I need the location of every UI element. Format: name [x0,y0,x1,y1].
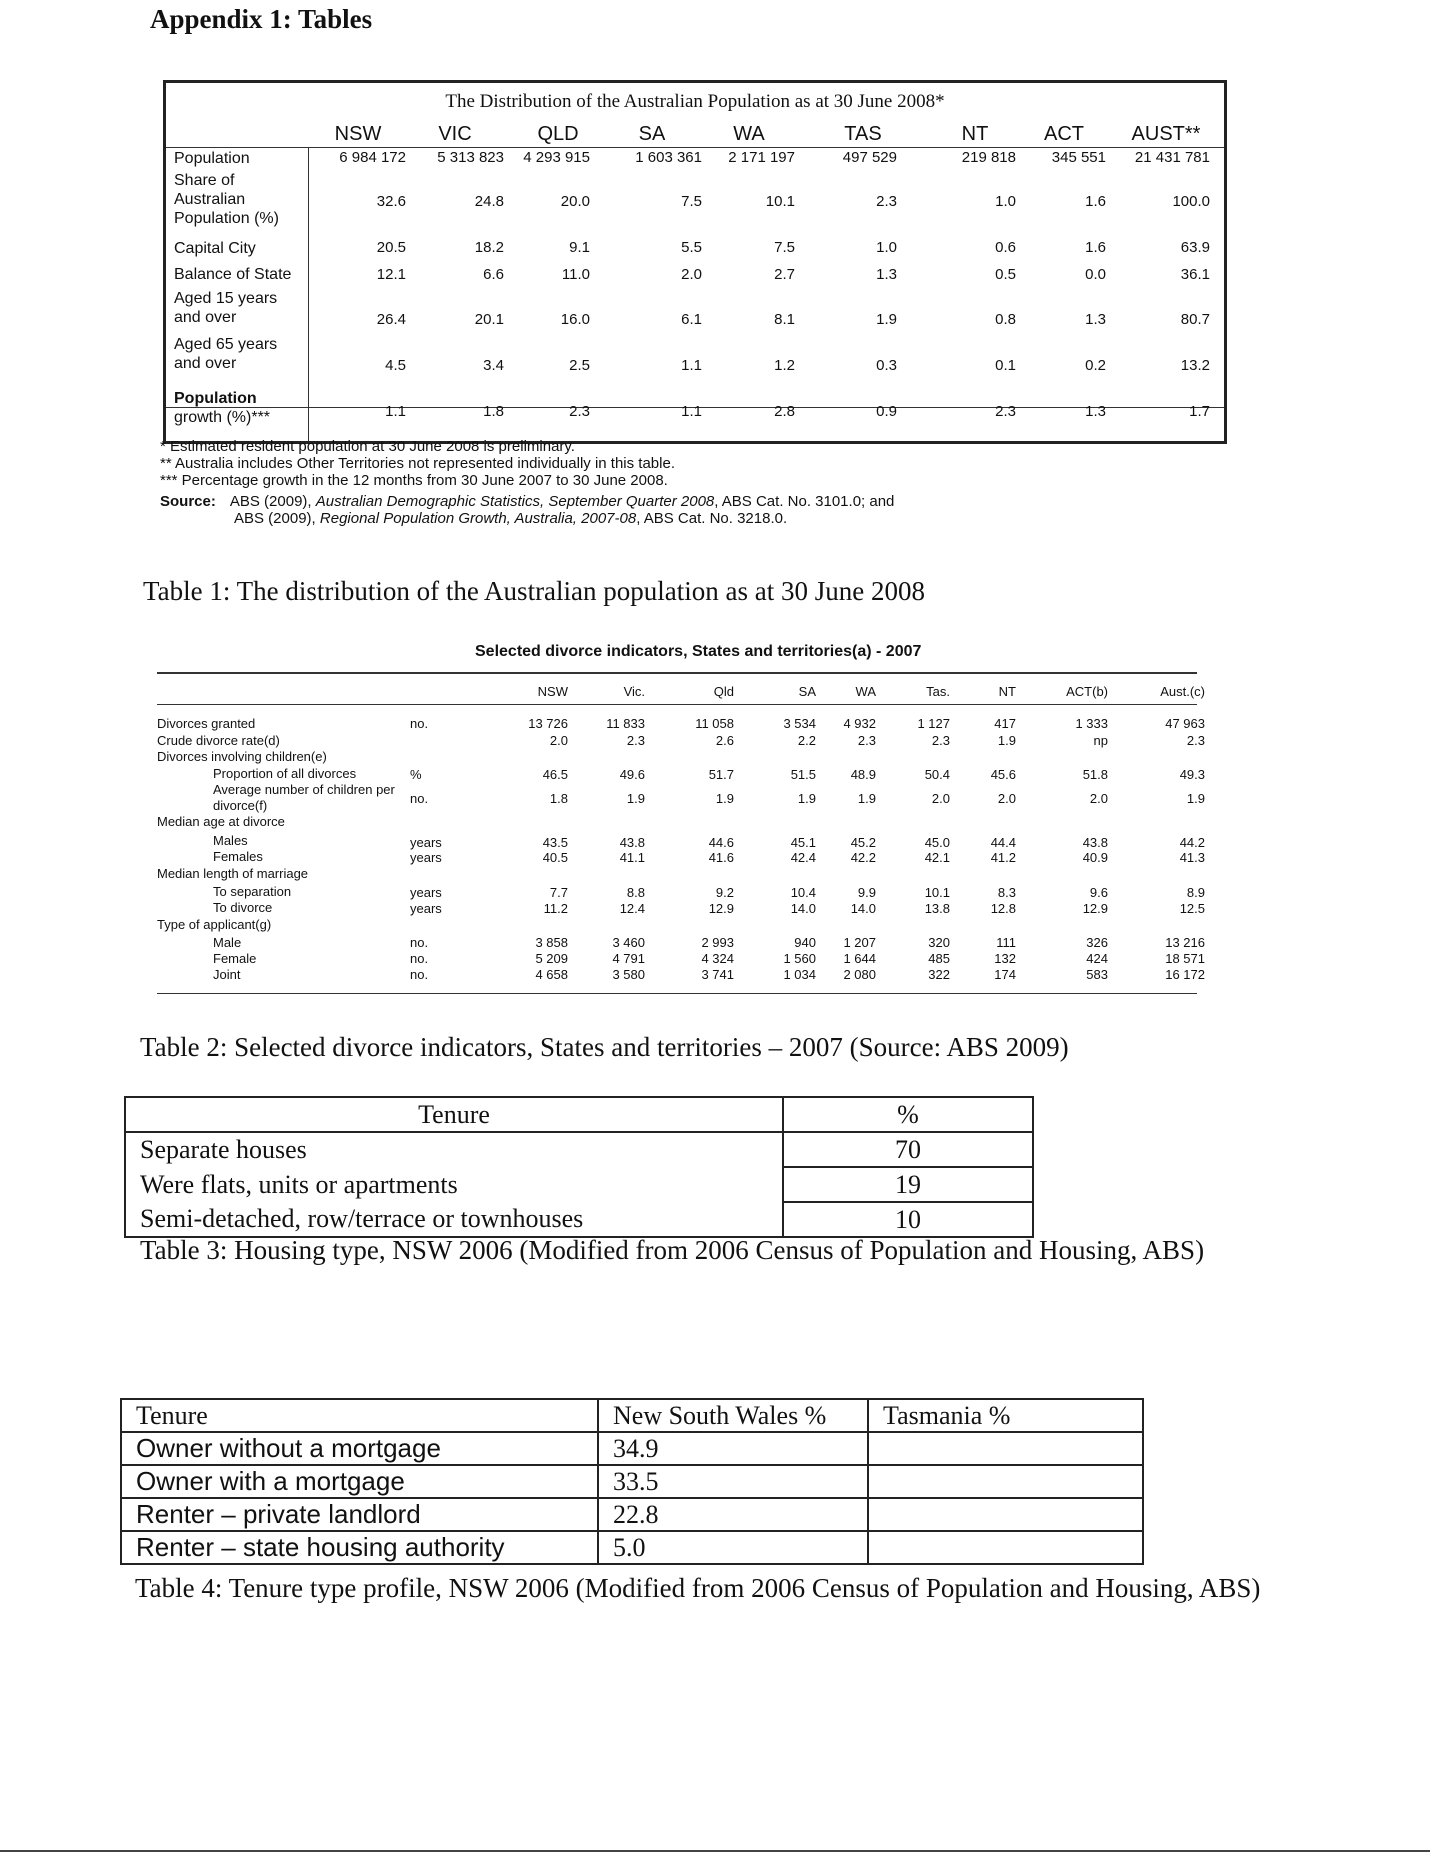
table2-cell: 583 [1086,967,1108,982]
table1-cell: 2.3 [876,193,897,210]
table2-cell: 1 034 [783,967,816,982]
table4-tasmania-cell[interactable] [868,1498,1143,1531]
table2-cell: 174 [994,967,1016,982]
table1-cell: 1.3 [876,266,897,283]
table1-row-label [174,149,250,168]
table1-cell: 345 551 [1051,149,1106,166]
table1-column-header: NT [961,123,989,145]
table4-caption: Table 4: Tenure type profile, NSW 2006 (Modified from 2006 Census of Population and Housing, ABS) [135,1573,1261,1603]
table1-cell: 1.3 [1085,403,1106,420]
table3-tenure-cell: Separate houses [125,1132,783,1167]
table2-column-header: ACT(b) [1066,684,1108,699]
table1-row-label-line: and over [174,309,237,326]
table2-cell: 2.0 [997,791,1016,806]
table1-cell: 2.3 [569,403,590,420]
table2-row-label: Divorces granted [157,716,256,731]
table2-cell: 1.9 [715,791,734,806]
table2-cell: 47 963 [1165,716,1205,731]
table1-cell: 2.3 [995,403,1016,420]
table1-cell: 5.5 [681,239,702,256]
table4-header-tenure: Tenure [121,1399,598,1432]
table-row [121,1465,1143,1498]
table1-cell: 4 293 915 [523,149,590,166]
table1-cell: 24.8 [474,193,504,210]
table1-row-label-line: Capital City [174,240,256,257]
table1-cell: 1.6 [1085,239,1106,256]
table1-row-label-line: Population [174,390,257,407]
table1-cell: 10.1 [765,193,795,210]
table2-cell: 51.5 [790,767,816,782]
table2-row-label: Type of applicant(g) [157,917,272,932]
table1-cell: 16.0 [560,311,590,328]
table2-cell: 12.9 [1082,901,1108,916]
table2-cell: 42.4 [790,850,816,865]
table2-cell: 11.2 [543,901,568,916]
table4-tenure-cell: Owner without a mortgage [121,1432,598,1465]
table1-row-label-line: Population [174,150,250,167]
population-distribution-table [163,80,1227,444]
table2-row-label: Males [213,833,248,848]
table2-cell: 322 [928,967,950,982]
table1-cell: 4.5 [385,357,406,374]
table1-source-line [234,510,787,527]
table1-cell: 1.0 [876,239,897,256]
table2-cell: 45.2 [850,835,876,850]
table3-header-row [125,1097,1033,1132]
table1-cell: 2.8 [774,403,795,420]
table2-cell: 1.9 [857,791,876,806]
table1-cell: 2.0 [681,266,702,283]
table1-cell: 1.8 [483,403,504,420]
table1-cell: 36.1 [1180,266,1210,283]
table2-cell: 326 [1086,935,1108,950]
table2-caption: Table 2: Selected divorce indicators, States and territories – 2007 (Source: ABS 2009) [140,1032,1069,1062]
table2-cell: 12.8 [990,901,1016,916]
table2-cell: 111 [996,935,1016,950]
table2-cell: 44.6 [708,835,734,850]
table4-tasmania-cell[interactable] [868,1531,1143,1564]
table4-tasmania-cell[interactable] [868,1432,1143,1465]
table1-cell: 2.7 [774,266,795,283]
table2-row-label: Females [213,849,263,864]
table2-cell: 4 932 [843,716,876,731]
table2-cell: 2.0 [931,791,950,806]
table2-cell: 43.8 [1082,835,1108,850]
table2-cell: 424 [1086,951,1108,966]
table2-cell: 1.9 [1186,791,1205,806]
table2-row-label: Median length of marriage [157,866,309,881]
table1-row-label [174,289,277,327]
table2-cell: 45.1 [790,835,816,850]
table2-cell: 940 [794,935,816,950]
table1-cell: 1.1 [681,357,702,374]
table2-column-header: NT [998,684,1016,699]
table1-row-label-line: Australian [174,191,246,208]
table1-cell: 8.1 [774,311,795,328]
table1-column-header: VIC [438,123,472,145]
table2-unit: no. [410,716,429,731]
table1-cell: 20.0 [560,193,590,210]
table4-nsw-cell: 33.5 [598,1465,868,1498]
table2-cell: 1.9 [626,791,645,806]
table1-cell: 219 818 [961,149,1016,166]
table1-column-header: SA [638,123,666,145]
table2-cell: 9.2 [715,885,734,900]
housing-type-table [124,1096,1034,1238]
table2-cell: 4 791 [612,951,645,966]
table2-cell: 11 058 [695,716,734,731]
table4-header-tasmania: Tasmania % [868,1399,1143,1432]
table2-cell: 50.4 [924,767,950,782]
table3-caption: Table 3: Housing type, NSW 2006 (Modified from 2006 Census of Population and Housing, ABS) [140,1235,1205,1265]
table2-row-label: Average number of children per [213,782,395,797]
table1-cell: 0.6 [995,239,1016,256]
table1-cell: 5 313 823 [437,149,504,166]
table1-cell: 3.4 [483,357,504,374]
table1-row-label [174,239,256,258]
table1-row-label-line: and over [174,355,237,372]
table2-cell: 40.5 [542,850,568,865]
table2-row-label: Female [213,951,257,966]
table1-cell: 1.3 [1085,311,1106,328]
table2-cell: 2 080 [843,967,876,982]
table2-cell: 13.8 [924,901,950,916]
table2-cell: 2.0 [549,733,568,748]
table2-cell: 46.5 [542,767,568,782]
source-text: ABS (2009), [229,493,316,510]
table1-row-label-line: Share of [174,172,235,189]
table1-cell: 32.6 [376,193,406,210]
table2-cell: 1 127 [917,716,950,731]
table1-cell: 1.0 [995,193,1016,210]
table4-tenure-cell: Renter – state housing authority [121,1531,598,1564]
table2-row-label: To separation [213,884,292,899]
table1-cell: 63.9 [1180,239,1210,256]
table2-column-header: Vic. [623,684,645,699]
table1-cell: 26.4 [376,311,406,328]
table3-tenure-cell: Semi-detached, row/terrace or townhouses [125,1202,783,1237]
table2-cell: 41.3 [1179,850,1205,865]
table1-cell: 2 171 197 [728,149,795,166]
table1-cell: 80.7 [1180,311,1210,328]
table2-unit: years [410,850,442,865]
table2-row-label: To divorce [213,900,273,915]
table2-cell: 2.0 [1089,791,1108,806]
table2-row-label: Proportion of all divorces [213,766,357,781]
table1-cell: 20.5 [376,239,406,256]
table2-cell: np [1093,733,1108,748]
table2-cell: 3 580 [612,967,645,982]
table2-cell: 1.8 [549,791,568,806]
table1-cell: 7.5 [681,193,702,210]
table1-cell: 0.0 [1085,266,1106,283]
table1-column-header: QLD [537,123,579,145]
table2-row-label: divorce(f) [213,798,268,813]
table2-cell: 7.7 [549,885,568,900]
table2-row-label: Median age at divorce [157,814,285,829]
table2-cell: 13 216 [1165,935,1205,950]
table-row [125,1132,1033,1167]
table1-cell: 497 529 [842,149,897,166]
table2-cell: 18 571 [1165,951,1205,966]
table2-unit: years [410,835,442,850]
table2-bottom-rule [157,993,1197,994]
table2-column-header: SA [798,684,816,699]
table2-unit: years [410,885,442,900]
table2-unit: no. [410,951,429,966]
table2-cell: 5 209 [535,951,568,966]
table2-cell: 8.9 [1186,885,1205,900]
source-label: Source: [160,493,216,510]
table2-cell: 4 658 [535,967,568,982]
table2-cell: 42.1 [924,850,950,865]
table1-cell: 13.2 [1180,357,1210,374]
table1-cell: 1.1 [681,403,702,420]
table1-source-line [160,493,894,510]
source-title: Australian Demographic Statistics, September Quarter 2008 [315,493,715,510]
table2-cell: 10.1 [924,885,950,900]
source-text: , ABS Cat. No. 3101.0; and [714,493,895,510]
table1-cell: 1.7 [1189,403,1210,420]
table2-cell: 2.6 [715,733,734,748]
table2-cell: 10.4 [790,885,816,900]
table2-cell: 44.4 [990,835,1016,850]
table2-cell: 3 741 [701,967,734,982]
table1-cell: 6.6 [483,266,504,283]
table1-row-label [174,335,277,373]
table1-row-label-line: Balance of State [174,266,292,283]
table2-cell: 9.6 [1089,885,1108,900]
table2-cell: 485 [928,951,950,966]
table1-cell: 1.6 [1085,193,1106,210]
table4-nsw-cell: 34.9 [598,1432,868,1465]
table2-cell: 1.9 [997,733,1016,748]
table4-tasmania-cell[interactable] [868,1465,1143,1498]
table2-cell: 2.3 [931,733,950,748]
table4-nsw-cell: 5.0 [598,1531,868,1564]
table1-cell: 6 984 172 [339,149,406,166]
table4-nsw-cell: 22.8 [598,1498,868,1531]
table2-unit: no. [410,967,429,982]
table2-column-header: Qld [713,684,734,699]
table1-cell: 9.1 [569,239,590,256]
table1-cell: 0.3 [876,357,897,374]
table2-cell: 12.4 [619,901,645,916]
table1-cell: 0.1 [995,357,1016,374]
table1-cell: 0.2 [1085,357,1106,374]
table3-tenure-cell: Were flats, units or apartments [125,1167,783,1202]
table2-column-header: WA [855,684,876,699]
table1-row-label-line: Population (%) [174,210,279,227]
table1-cell: 7.5 [774,239,795,256]
table1-column-header: AUST** [1131,123,1201,145]
table3-percent-cell: 70 [783,1132,1033,1167]
table1-row-label-line: growth (%)*** [174,409,271,426]
table2-cell: 1 207 [843,935,876,950]
table4-tenure-cell: Owner with a mortgage [121,1465,598,1498]
table1-column-header: ACT [1044,123,1084,145]
table2-cell: 40.9 [1082,850,1108,865]
table2-cell: 1 333 [1075,716,1108,731]
table2-cell: 132 [994,951,1016,966]
table2-cell: 3 534 [783,716,816,731]
table2-cell: 14.0 [790,901,816,916]
table-row [121,1531,1143,1564]
table2-row-label: Divorces involving children(e) [157,749,327,764]
table1-cell: 1.9 [876,311,897,328]
table2-row-label: Crude divorce rate(d) [157,733,280,748]
table2-cell: 2.3 [857,733,876,748]
table2-title: Selected divorce indicators, States and territories(a) - 2007 [475,643,922,660]
table1-column-header: NSW [334,123,382,145]
table2-cell: 51.7 [708,767,734,782]
table2-cell: 2.3 [626,733,645,748]
table2-cell: 41.6 [708,850,734,865]
table1-row-label [174,265,291,284]
table1-cell: 21 431 781 [1134,149,1210,166]
table2-cell: 4 324 [701,951,734,966]
table-row [121,1432,1143,1465]
table2-column-header: Tas. [926,684,950,699]
table2-cell: 320 [928,935,950,950]
table1-cell: 11.0 [561,266,590,283]
table2-cell: 1 644 [843,951,876,966]
table1-cell: 0.8 [995,311,1016,328]
table2-cell: 14.0 [850,901,876,916]
table2-cell: 2.2 [797,733,816,748]
table4-header-nsw: New South Wales % [598,1399,868,1432]
table2-top-rule [157,672,1197,674]
table2-cell: 8.3 [997,885,1016,900]
table2-cell: 42.2 [850,850,876,865]
table3-header-percent: % [783,1097,1033,1132]
table1-column-header: WA [733,123,765,145]
table2-unit: no. [410,791,429,806]
table1-cell: 100.0 [1172,193,1210,210]
table2-cell: 1 560 [783,951,816,966]
table3-percent-cell: 10 [783,1202,1033,1237]
table1-footnote: * Estimated resident population at 30 June 2008 is preliminary. [160,438,575,455]
table2-column-header: NSW [537,684,568,699]
table2-cell: 51.8 [1082,767,1108,782]
table1-row-label [174,171,279,228]
table2-cell: 45.0 [924,835,950,850]
table2-unit: years [410,901,442,916]
table2-row-label: Male [213,935,242,950]
table1-row-label-line: Aged 15 years [174,290,278,307]
table2-cell: 2.3 [1186,733,1205,748]
table2-row-label: Joint [213,967,241,982]
table1-footnote: ** Australia includes Other Territories not represented individually in this table. [160,455,675,472]
table1-caption: Table 1: The distribution of the Australian population as at 30 June 2008 [143,576,925,606]
source-text: , ABS Cat. No. 3218.0. [636,510,788,527]
table3-percent-cell: 19 [783,1167,1033,1202]
table1-cell: 0.9 [876,403,897,420]
page-heading: Appendix 1: Tables [150,4,373,34]
table2-cell: 9.9 [857,885,876,900]
table1-cell: 18.2 [474,239,504,256]
table1-cell: 1.1 [385,403,406,420]
table2-cell: 43.5 [542,835,568,850]
table1-cell: 12.1 [376,266,406,283]
table2-cell: 2 993 [701,935,734,950]
source-text: ABS (2009), [234,510,320,527]
table4-header-row [121,1399,1143,1432]
table-row [121,1498,1143,1531]
tenure-type-table [120,1398,1144,1565]
table2-cell: 43.8 [619,835,645,850]
table1-cell: 1.2 [774,357,795,374]
table2-cell: 16 172 [1165,967,1205,982]
table1-cell: 20.1 [474,311,504,328]
table1-cell: 6.1 [681,311,702,328]
table2-cell: 49.6 [619,767,645,782]
table1-title: The Distribution of the Australian Population as at 30 June 2008* [445,91,945,112]
table2-unit: % [410,767,422,782]
table1-cell: 2.5 [569,357,590,374]
table4-tenure-cell: Renter – private landlord [121,1498,598,1531]
table1-cell: 1 603 361 [635,149,702,166]
table2-cell: 41.1 [619,850,645,865]
source-title: Regional Population Growth, Australia, 2007-08 [319,510,637,527]
table2-cell: 41.2 [990,850,1016,865]
table2-cell: 3 460 [612,935,645,950]
table2-cell: 13 726 [528,716,568,731]
table1-cell: 0.5 [995,266,1016,283]
table2-cell: 3 858 [535,935,568,950]
table2-cell: 45.6 [990,767,1016,782]
table2-cell: 44.2 [1179,835,1205,850]
table2-cell: 11 833 [606,716,645,731]
table2-cell: 12.5 [1179,901,1205,916]
table1-column-header: TAS [844,123,882,145]
page-bottom-rule [0,1850,1430,1852]
table1-row-label [174,389,270,427]
table1-row-label-line: Aged 65 years [174,336,278,353]
table3-header-tenure: Tenure [125,1097,783,1132]
table2-cell: 1.9 [797,791,816,806]
table2-cell: 49.3 [1179,767,1205,782]
table2-column-header: Aust.(c) [1160,684,1205,699]
table2-cell: 48.9 [850,767,876,782]
table1-footnote: *** Percentage growth in the 12 months from 30 June 2007 to 30 June 2008. [160,472,668,489]
table2-cell: 417 [994,716,1016,731]
table2-header-rule [157,704,1197,705]
table2-unit: no. [410,935,429,950]
table2-cell: 8.8 [626,885,645,900]
table2-cell: 12.9 [708,901,734,916]
table-row [125,1167,1033,1202]
